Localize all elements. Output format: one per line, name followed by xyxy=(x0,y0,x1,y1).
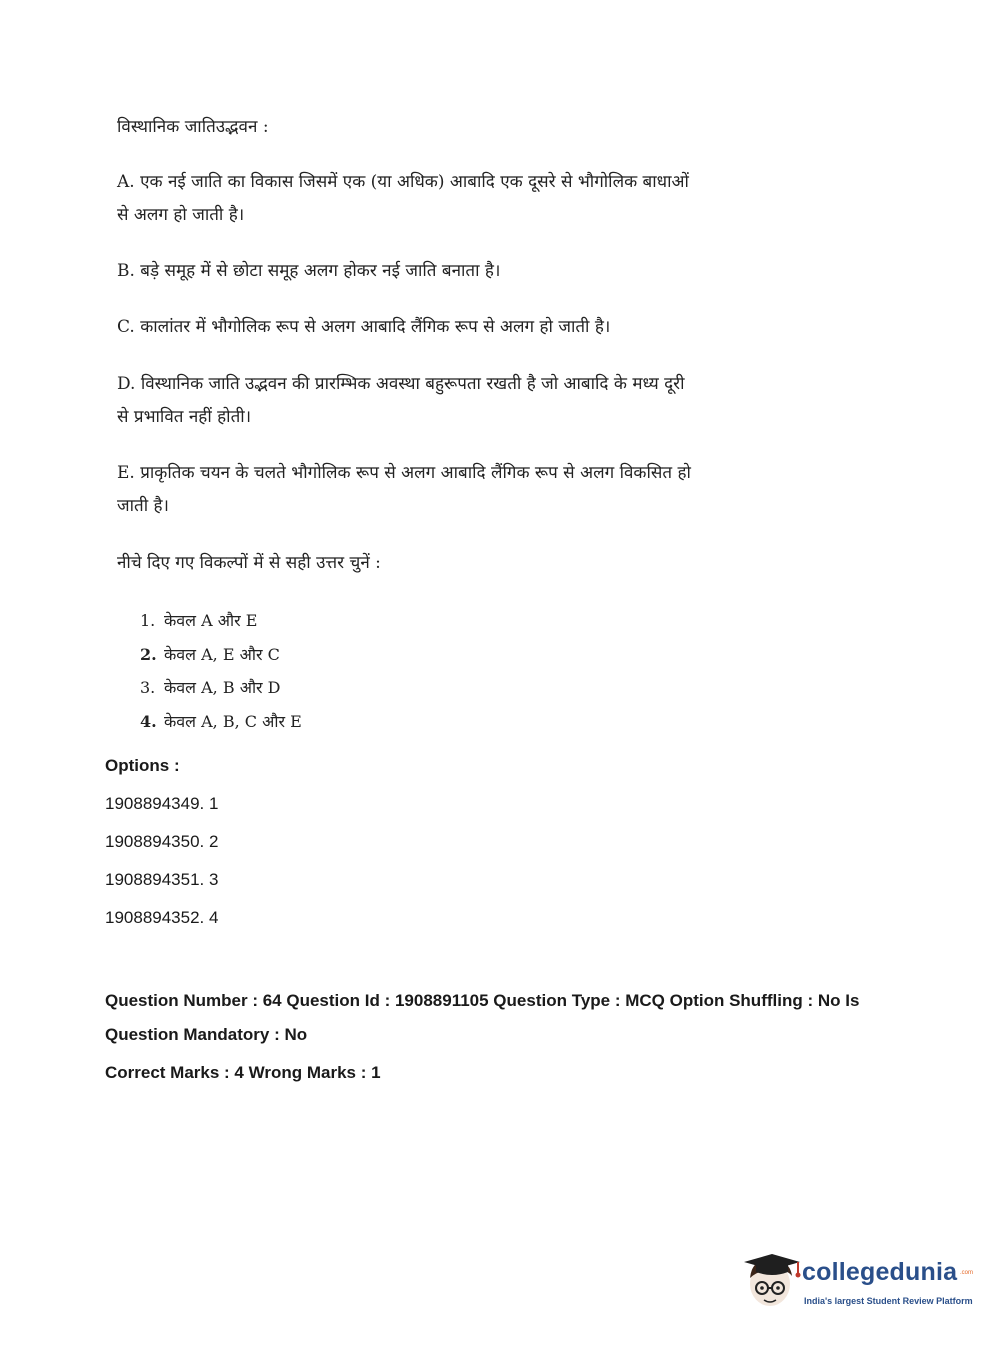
instruction: नीचे दिए गए विकल्पों में से सही उत्तर चुनें : xyxy=(117,553,381,573)
statement-e: E. प्राकृतिक चयन के चलते भौगोलिक रूप से अलग आबादि लैंगिक रूप से अलग विकसित हो जाती है। xyxy=(117,463,691,516)
question-heading: विस्थानिक जातिउद्भवन : xyxy=(117,117,269,137)
question-meta-line3: Correct Marks : 4 Wrong Marks : 1 xyxy=(105,1063,381,1082)
statement-b: B. बड़े समूह में से छोटा समूह अलग होकर नई जाति बनाता है। xyxy=(117,261,501,281)
option-id: 1908894350. 2 xyxy=(105,832,219,851)
choice-item: 1. केवल A और E xyxy=(140,611,258,630)
choice-item: 2. केवल A, E और C xyxy=(140,644,280,664)
options-label: Options : xyxy=(105,756,180,775)
option-id: 1908894352. 4 xyxy=(105,908,219,927)
collegedunia-logo: collegedunia .com India's largest Student Review Platform xyxy=(742,1248,972,1318)
statement-a: A. एक नई जाति का विकास जिसमें एक (या अधिक) आबादि एक दूसरे से भौगोलिक बाधाओं से अलग हो जाती है। xyxy=(117,172,689,225)
mascot-icon xyxy=(742,1248,802,1310)
question-meta-line2: Question Mandatory : No xyxy=(105,1025,308,1044)
option-id: 1908894351. 3 xyxy=(105,870,219,889)
statement-c: C. कालांतर में भौगोलिक रूप से अलग आबादि लैंगिक रूप से अलग हो जाती है। xyxy=(117,317,611,337)
choice-item: 4. केवल A, B, C और E xyxy=(140,711,302,731)
choice-list xyxy=(140,606,302,740)
option-id: 1908894349. 1 xyxy=(105,794,219,813)
choice-item: 3. केवल A, B और D xyxy=(140,678,281,697)
question-meta-line1: Question Number : 64 Question Id : 1908891105 Question Type : MCQ Option Shuffling : No Is xyxy=(105,991,860,1010)
statement-d: D. विस्थानिक जाति उद्भवन की प्रारम्भिक अवस्था बहुरूपता रखती है जो आबादि के मध्य दूरी से प्रभावित नहीं होती। xyxy=(117,374,685,427)
